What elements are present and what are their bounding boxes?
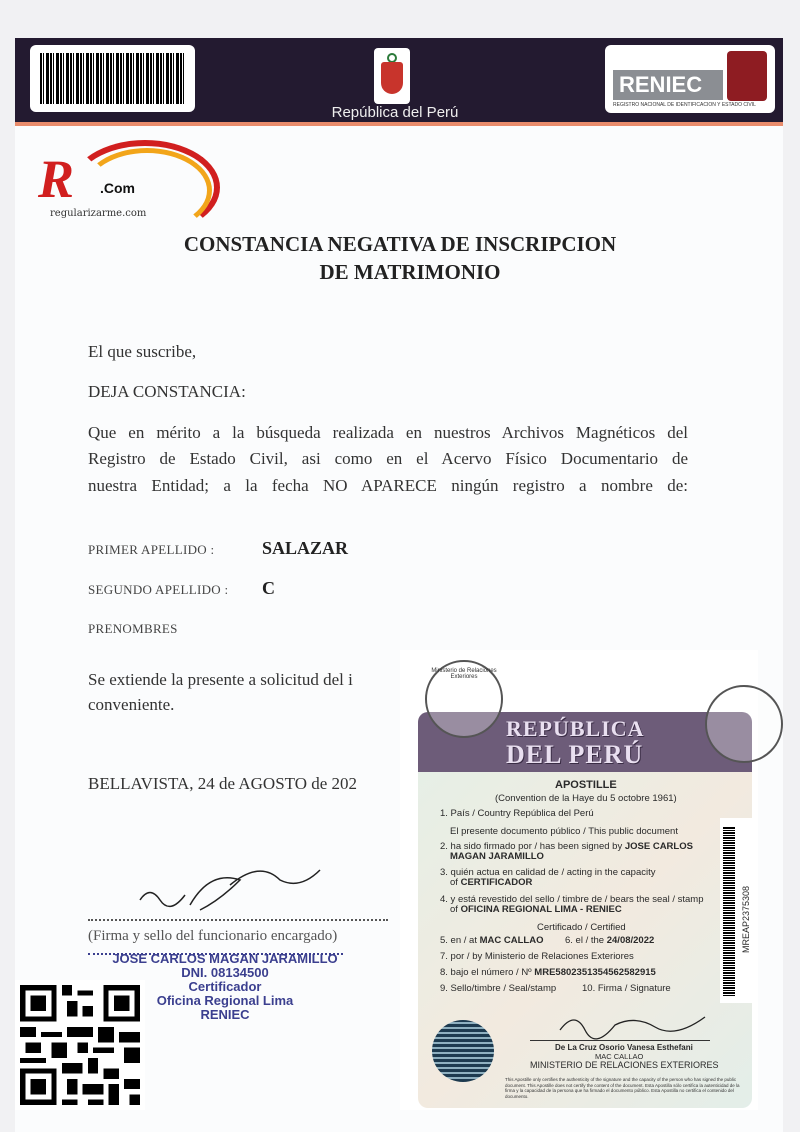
field-label: PRIMER APELLIDO : xyxy=(88,542,215,557)
label: 5. en / at xyxy=(440,935,477,946)
signer-name: De La Cruz Osorio Vanesa Esthefani xyxy=(555,1043,693,1052)
people-icon xyxy=(727,51,767,101)
label: 6. el / the xyxy=(565,935,605,946)
band-text: DEL PERÚ xyxy=(506,740,644,769)
value: MRE5802351354562582915 xyxy=(534,967,656,978)
para-line-1: Que en mérito a la búsqueda realizada en nuestros Archivos Magnéticos del xyxy=(88,423,688,442)
reniec-text: RENIEC xyxy=(613,70,723,100)
document-title: CONSTANCIA NEGATIVA DE INSCRIPCION xyxy=(183,232,617,256)
label: 8. bajo el número / Nº xyxy=(440,967,532,978)
place-date: BELLAVISTA, 24 de AGOSTO de 202 xyxy=(88,774,358,793)
qr-code-icon xyxy=(15,980,145,1110)
apostille-line: 3. quién actua en calidad de / acting in the capacity xyxy=(440,867,656,878)
value: MAGAN JARAMILLO xyxy=(450,851,544,862)
label: of xyxy=(450,904,458,915)
stamp-office: Oficina Regional Lima xyxy=(156,993,294,1008)
value: OFICINA REGIONAL LIMA - RENIEC xyxy=(460,904,622,915)
value: JOSE CARLOS xyxy=(624,841,693,852)
field-value: SALAZAR xyxy=(262,538,349,558)
stamp-role: Certificador xyxy=(188,979,262,994)
field-value: C xyxy=(262,578,275,598)
para-line-3: nuestra Entidad; a la fecha NO APARECE ningún registro a nombre de: xyxy=(88,476,688,495)
stamp-entity: RENIEC xyxy=(200,1007,250,1022)
certified-label: Certificado / Certified xyxy=(537,922,626,933)
apostille-line: 4. y está revestido del sello / timbre de / bears the seal / stamp xyxy=(440,894,704,905)
para-line-2: Registro de Estado Civil, asi como en el Acervo Físico Documentario de xyxy=(88,449,688,468)
barcode-number: MREAP2375308 xyxy=(741,885,751,953)
signature-line xyxy=(88,919,388,921)
fine-print: This Apostille only certifies the authenticity of the signature and the capacity of the person who has signed the public document. This Apostille does not certify the content of the document. Esta Apostilla sólo certifica la autenticidad de la firma y la capacidad de la persona que ha firmado el documento público. Esta Apostilla no certifica el contenido del documento. xyxy=(505,1077,740,1099)
logo-url: regularizarme.com xyxy=(50,208,147,219)
redacted-area xyxy=(284,578,400,648)
ministry-seal-icon xyxy=(705,685,783,763)
document-title-2: DE MATRIMONIO xyxy=(319,260,501,284)
stamp-dni: DNI. 08134500 xyxy=(181,965,269,980)
apostille-title: APOSTILLE xyxy=(555,779,617,791)
apostille-line: 1. País / Country República del Perú xyxy=(440,808,594,819)
ministry-name: MINISTERIO DE RELACIONES EXTERIORES xyxy=(530,1060,719,1070)
apostille-signature xyxy=(555,1005,715,1041)
label: 2. ha sido firmado por / has been signed by xyxy=(440,841,623,852)
apostille-line: 10. Firma / Signature xyxy=(582,983,671,994)
apostille-line: 9. Sello/timbre / Seal/stamp xyxy=(440,983,557,994)
extiende-text: Se extiende la presente a solicitud del i xyxy=(88,670,353,689)
logo-letter: R xyxy=(38,149,75,209)
peru-coat-of-arms-icon xyxy=(374,48,410,104)
reniec-subtitle: REGISTRO NACIONAL DE IDENTIFICACION Y ESTADO CIVIL xyxy=(613,102,756,108)
apostille-subtitle: (Convention de la Haye du 5 octobre 1961) xyxy=(495,793,677,804)
hologram-icon xyxy=(432,1020,494,1082)
intro-text: El que suscribe, xyxy=(88,342,197,361)
label: of xyxy=(450,877,458,888)
logo-com: .Com xyxy=(100,180,135,196)
country-label: República del Perú xyxy=(331,104,459,121)
reniec-logo xyxy=(605,45,775,113)
signature xyxy=(130,850,330,920)
apostille-barcode xyxy=(720,818,752,1003)
stamp-name: JOSE CARLOS MAGAN JARAMILLO xyxy=(112,951,338,966)
conveniente-text: conveniente. xyxy=(88,695,175,714)
barcode-icon xyxy=(30,45,195,112)
field-label: PRENOMBRES xyxy=(88,621,178,636)
value: 24/08/2022 xyxy=(606,935,655,946)
value: CERTIFICADOR xyxy=(460,877,533,888)
signer-office: MAC CALLAO xyxy=(595,1052,644,1061)
seal-text: Ministerio de Relaciones Exteriores xyxy=(431,668,497,680)
deja-constancia: DEJA CONSTANCIA: xyxy=(88,382,246,401)
apostille-line: El presente documento público / This public document xyxy=(450,826,678,837)
signature-line xyxy=(530,1040,710,1041)
value: MAC CALLAO xyxy=(479,935,544,946)
signature-caption: (Firma y sello del funcionario encargado) xyxy=(88,928,338,944)
field-label: SEGUNDO APELLIDO : xyxy=(88,582,229,597)
band-text: REPÚBLICA xyxy=(506,716,645,741)
apostille-line: 7. por / by Ministerio de Relaciones Exteriores xyxy=(440,951,634,962)
regularizarme-logo xyxy=(30,140,200,230)
